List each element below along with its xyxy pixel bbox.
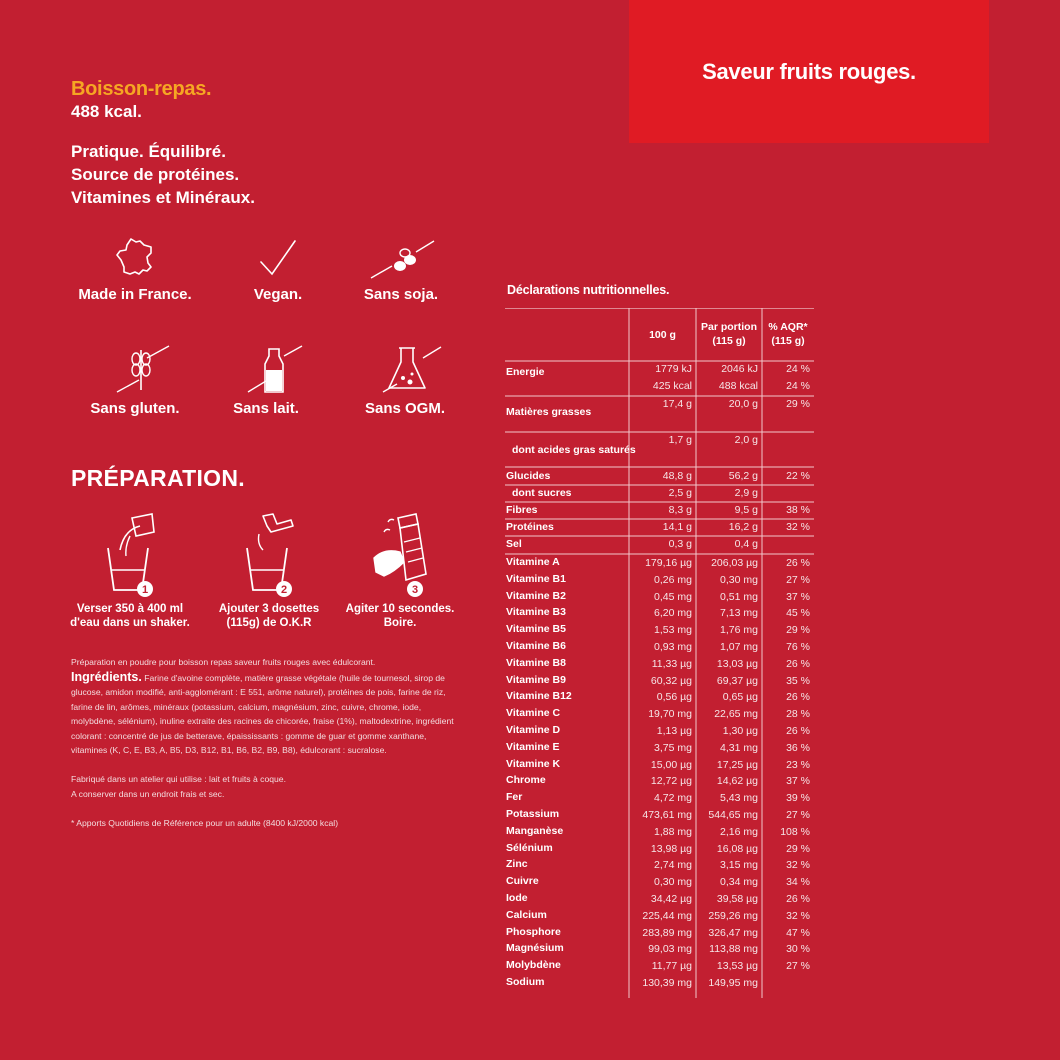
nutrient-value-pct: 27 % <box>786 960 810 973</box>
nutrient-value-pct: 27 % <box>786 573 810 586</box>
nutrient-value-vportion: 0,51 mg <box>720 590 758 603</box>
nutrient-label: Calcium <box>506 908 547 921</box>
nutrient-value-vportion: 2046 kJ <box>721 363 758 375</box>
nutrient-value-vportion: 7,13 mg <box>720 607 758 620</box>
ingredients-title: Ingrédients. <box>71 669 142 684</box>
nutrient-value-pct: 36 % <box>786 741 810 754</box>
nutrient-label: Vitamine E <box>506 740 560 753</box>
nutrient-value-pct: 22 % <box>786 470 810 482</box>
nutrient-value-v100: 283,89 mg <box>642 926 692 939</box>
feature-vegan <box>208 236 348 303</box>
nutrient-value-pct: 26 % <box>786 893 810 905</box>
nutrient-value-pct: 37 % <box>786 775 810 788</box>
nutrient-label: Sel <box>506 538 522 550</box>
nutrient-value-pct: 47 % <box>786 926 810 939</box>
claim-2: Source de protéines. <box>71 165 240 184</box>
nutrient-value-v100: 425 kcal <box>652 380 692 392</box>
header-aqr-line2: (115 g) <box>771 335 805 347</box>
feature-sans-ogm <box>335 344 475 417</box>
nutrient-value-vportion: 16,2 g <box>728 521 758 533</box>
nutrient-value-pct: 30 % <box>786 943 810 956</box>
add-scoops-icon <box>229 512 309 598</box>
step-line-1: Ajouter 3 dosettes <box>218 603 320 615</box>
allergens-text: Fabriqué dans un atelier qui utilise : lait et fruits à coque. <box>71 774 286 784</box>
nutrient-label: Vitamine B12 <box>506 690 572 703</box>
nutrient-value-vportion: 14,62 µg <box>716 775 758 788</box>
nutrient-label: Vitamine A <box>506 556 560 568</box>
step-text <box>330 602 470 630</box>
nutrient-value-v100: 60,32 µg <box>650 674 692 687</box>
nutrient-label: Iode <box>506 892 528 904</box>
nutrient-value-vportion: 326,47 mg <box>708 926 758 939</box>
nutrient-value-v100: 0,26 mg <box>654 573 692 586</box>
nutrient-value-v100: 19,70 mg <box>648 708 692 721</box>
claim-3: Vitamines et Minéraux. <box>71 188 255 207</box>
nutrient-value-vportion: 9,5 g <box>734 504 758 516</box>
ingredients-block <box>71 655 461 758</box>
step-text <box>199 602 339 630</box>
nutrient-value-v100: 0,30 mg <box>654 876 692 889</box>
header-portion-line1: Par portion <box>700 321 757 333</box>
nutrient-label: dont acides gras saturés <box>512 444 636 456</box>
nutrient-value-v100: 0,93 mg <box>654 641 692 653</box>
header-portion <box>696 320 762 348</box>
nutrient-value-v100: 8,3 g <box>668 504 692 516</box>
step-line-1: Verser 350 à 400 ml <box>76 603 184 615</box>
nutrient-value-v100: 225,44 mg <box>642 909 692 922</box>
nutrition-title: Déclarations nutritionnelles. <box>507 283 670 297</box>
nutrient-value-pct: 29 % <box>786 842 810 855</box>
nutrient-value-vportion: 1,30 µg <box>722 725 758 737</box>
nutrient-label: Magnésium <box>506 942 564 955</box>
feature-label: Sans OGM. <box>364 400 446 417</box>
nutrient-value-pct: 108 % <box>780 825 810 838</box>
step-line-2: Boire. <box>383 617 417 629</box>
header-aqr-line1: % AQR* <box>768 321 808 333</box>
nutrient-value-vportion: 5,43 mg <box>720 792 758 805</box>
preparation-title: PRÉPARATION. <box>71 465 245 491</box>
nutrient-label: Chrome <box>506 774 546 787</box>
flavor-banner <box>629 0 989 143</box>
nutrient-value-v100: 17,4 g <box>662 398 692 410</box>
nutrient-label: Energie <box>506 366 545 378</box>
storage-text: A conserver dans un endroit frais et sec. <box>71 788 225 799</box>
nutrient-label: Cuivre <box>506 875 539 888</box>
prep-step-2 <box>199 512 339 630</box>
nutrient-value-pct: 26 % <box>786 557 810 569</box>
nutrient-value-vportion: 13,03 µg <box>716 657 758 670</box>
feature-sans-gluten <box>65 344 205 417</box>
feature-label: Sans lait. <box>233 400 299 417</box>
nutrient-label: Zinc <box>506 858 528 871</box>
nutrient-label: dont sucres <box>512 487 572 499</box>
header-100g: 100 g <box>649 329 676 341</box>
nutrient-value-v100: 6,20 mg <box>654 607 692 620</box>
step-number: 1 <box>141 584 149 596</box>
no-milk-bottle-icon <box>226 344 306 394</box>
nutrient-value-pct: 38 % <box>786 504 810 516</box>
nutrient-value-v100: 0,56 µg <box>656 691 692 704</box>
nutrient-label: Vitamine B3 <box>506 606 566 619</box>
nutrient-value-pct: 32 % <box>786 859 810 872</box>
nutrient-value-vportion: 0,30 mg <box>720 573 758 586</box>
step-line-2: (115g) de O.K.R <box>226 617 312 629</box>
nutrient-value-v100: 13,98 µg <box>650 842 692 855</box>
product-type: Boisson-repas. <box>71 78 212 100</box>
nutrient-value-v100: 2,5 g <box>668 487 692 499</box>
claim-1: Pratique. Équilibré. <box>71 142 226 161</box>
nutrient-value-pct: 26 % <box>786 657 810 670</box>
feature-label: Sans gluten. <box>90 400 180 417</box>
feature-sans-lait <box>196 344 336 417</box>
nutrient-value-v100: 34,42 µg <box>650 893 692 905</box>
nutrient-value-vportion: 16,08 µg <box>716 842 758 855</box>
nutrient-value-vportion: 1,07 mg <box>720 641 758 653</box>
nutrient-value-v100: 1,53 mg <box>654 624 692 637</box>
nutrient-value-pct: 32 % <box>786 909 810 922</box>
nutrient-value-vportion: 2,0 g <box>734 434 758 446</box>
nutrient-value-v100: 1779 kJ <box>655 363 692 375</box>
nutrient-value-vportion: 1,76 mg <box>720 624 758 637</box>
nutrient-value-v100: 4,72 mg <box>654 792 692 805</box>
nutrient-label: Fibres <box>506 504 538 516</box>
nutrient-value-vportion: 3,15 mg <box>720 859 758 872</box>
nutrient-value-vportion: 149,95 mg <box>708 977 758 989</box>
nutrient-value-vportion: 259,26 mg <box>708 909 758 922</box>
nutrient-value-pct: 24 % <box>786 363 810 375</box>
feature-sans-soja <box>331 236 471 303</box>
nutrient-value-v100: 12,72 µg <box>650 775 692 788</box>
step-number: 2 <box>280 584 288 596</box>
nutrient-value-v100: 0,3 g <box>668 538 692 550</box>
nutrient-value-vportion: 69,37 µg <box>716 674 758 687</box>
pour-water-icon <box>90 512 170 598</box>
nutrient-label: Vitamine B6 <box>506 640 566 652</box>
nutrient-value-pct: 32 % <box>786 521 810 533</box>
nutrient-value-vportion: 0,65 µg <box>722 691 758 704</box>
nutrient-value-v100: 15,00 µg <box>650 758 692 771</box>
nutrient-value-pct: 37 % <box>786 590 810 603</box>
nutrient-value-vportion: 13,53 µg <box>716 960 758 973</box>
product-description: Préparation en poudre pour boisson repas saveur fruits rouges avec édulcorant. <box>71 657 376 667</box>
feature-made-in-france <box>65 236 205 303</box>
nutrient-value-vportion: 2,9 g <box>734 487 758 499</box>
storage-block <box>71 772 461 801</box>
nutrient-value-v100: 179,16 µg <box>645 557 692 569</box>
nutrient-value-v100: 14,1 g <box>662 521 692 533</box>
nutrient-value-v100: 473,61 mg <box>642 809 692 821</box>
nutrient-label: Phosphore <box>506 925 561 938</box>
nutrient-value-v100: 2,74 mg <box>654 859 692 872</box>
no-wheat-icon <box>95 344 175 394</box>
nutrient-value-vportion: 206,03 µg <box>711 557 758 569</box>
prep-step-3 <box>330 512 470 630</box>
nutrient-label: Vitamine B5 <box>506 623 566 636</box>
header-portion-line2: (115 g) <box>712 335 746 347</box>
nutrient-value-v100: 3,75 mg <box>654 741 692 754</box>
nutrient-label: Vitamine K <box>506 757 561 770</box>
nutrient-value-pct: 24 % <box>786 380 810 392</box>
product-kcal: 488 kcal. <box>71 102 142 121</box>
nutrient-value-vportion: 488 kcal <box>718 380 758 392</box>
nutrient-value-pct: 26 % <box>786 691 810 704</box>
feature-label: Vegan. <box>253 286 303 303</box>
checkmark-icon <box>256 236 300 280</box>
nutrient-value-vportion: 56,2 g <box>728 470 758 482</box>
no-gmo-flask-icon <box>365 344 445 394</box>
nutrient-label: Fer <box>506 791 523 804</box>
nutrient-label: Molybdène <box>506 959 561 972</box>
claims <box>71 140 255 209</box>
nutrient-label: Protéines <box>506 521 554 533</box>
nutrient-value-vportion: 2,16 mg <box>720 825 758 838</box>
ingredients-text: Farine d'avoine complète, matière grasse végétale (huile de tournesol, sirop de glucose, amidon modifié, anti-agglomérant : E 551, arôme naturel), protéines de pois, farine de riz, farine de lin, arômes, minéraux (potassium, calcium, magnésium, zinc, cuivre, chrome, iode, molybdène, sélénium), inuline extraite des racines de chicorée, fraise (1%), maltodextrine, ingrédient colorant : concentré de jus de betterave, épaississants : gomme de guar et gomme xanthane, vitamines (K, C, E, B3, A, B5, D3, B12, B1, B6, B2, B9, B8), édulcorant : sucralose. <box>71 672 454 755</box>
nutrient-value-v100: 11,77 µg <box>651 960 692 973</box>
step-line-1: Agiter 10 secondes. <box>345 603 455 615</box>
nutrient-value-pct: 23 % <box>786 758 810 771</box>
nutrient-value-pct: 29 % <box>786 398 810 410</box>
nutrient-label: Manganèse <box>506 824 564 837</box>
nutrient-value-v100: 1,88 mg <box>654 825 692 838</box>
nutrient-value-vportion: 0,34 mg <box>720 876 758 889</box>
nutrient-label: Vitamine C <box>506 707 561 720</box>
nutrient-value-pct: 76 % <box>786 641 810 653</box>
nutrient-label: Matières grasses <box>506 406 592 418</box>
nutrient-value-v100: 11,33 µg <box>651 657 692 670</box>
nutrient-value-pct: 26 % <box>786 725 810 737</box>
nutrient-value-v100: 48,8 g <box>662 470 692 482</box>
prep-step-1 <box>60 512 200 630</box>
nutrient-value-pct: 27 % <box>786 809 810 821</box>
step-number: 3 <box>411 584 419 596</box>
nutrient-value-pct: 34 % <box>786 876 810 889</box>
nutrient-value-pct: 45 % <box>786 607 810 620</box>
nutrient-label: Potassium <box>506 808 560 820</box>
nutrient-value-vportion: 4,31 mg <box>720 741 758 754</box>
nutrient-value-pct: 29 % <box>786 624 810 637</box>
nutrient-label: Vitamine B8 <box>506 656 566 669</box>
nutrient-value-v100: 1,13 µg <box>656 725 692 737</box>
nutrient-label: Sodium <box>506 976 545 988</box>
nutrient-value-vportion: 113,88 mg <box>709 943 758 956</box>
nutrient-value-pct: 39 % <box>786 792 810 805</box>
nutrient-value-vportion: 0,4 g <box>734 538 758 550</box>
no-soy-icon <box>366 236 436 280</box>
feature-label: Made in France. <box>78 286 192 303</box>
nutrient-label: Vitamine D <box>506 724 561 736</box>
nutrient-value-vportion: 20,0 g <box>728 398 758 410</box>
footnote: * Apports Quotidiens de Référence pour un adulte (8400 kJ/2000 kcal) <box>71 818 339 828</box>
nutrient-value-pct: 35 % <box>786 674 810 687</box>
nutrient-value-v100: 1,7 g <box>668 434 692 446</box>
nutrient-value-vportion: 544,65 mg <box>708 809 758 821</box>
nutrient-label: Glucides <box>506 470 551 482</box>
feature-label: Sans soja. <box>363 286 439 303</box>
flavor-title: Saveur fruits rouges. <box>702 58 916 84</box>
nutrient-value-vportion: 22,65 mg <box>714 708 758 721</box>
nutrient-value-pct: 28 % <box>786 708 810 721</box>
france-map-icon <box>113 236 157 280</box>
step-line-2: d'eau dans un shaker. <box>70 617 190 629</box>
nutrient-label: Vitamine B9 <box>506 673 566 686</box>
nutrient-label: Vitamine B2 <box>506 589 566 602</box>
nutrient-value-vportion: 39,58 µg <box>716 893 758 905</box>
nutrient-label: Sélénium <box>506 841 553 854</box>
header-aqr <box>762 320 814 348</box>
nutrient-label: Vitamine B1 <box>506 572 566 585</box>
nutrient-value-v100: 0,45 mg <box>654 590 692 603</box>
nutrient-value-v100: 99,03 mg <box>648 943 692 956</box>
nutrient-value-vportion: 17,25 µg <box>716 758 758 771</box>
step-text <box>60 602 200 630</box>
nutrient-value-v100: 130,39 mg <box>642 977 692 989</box>
shake-icon <box>360 512 440 598</box>
